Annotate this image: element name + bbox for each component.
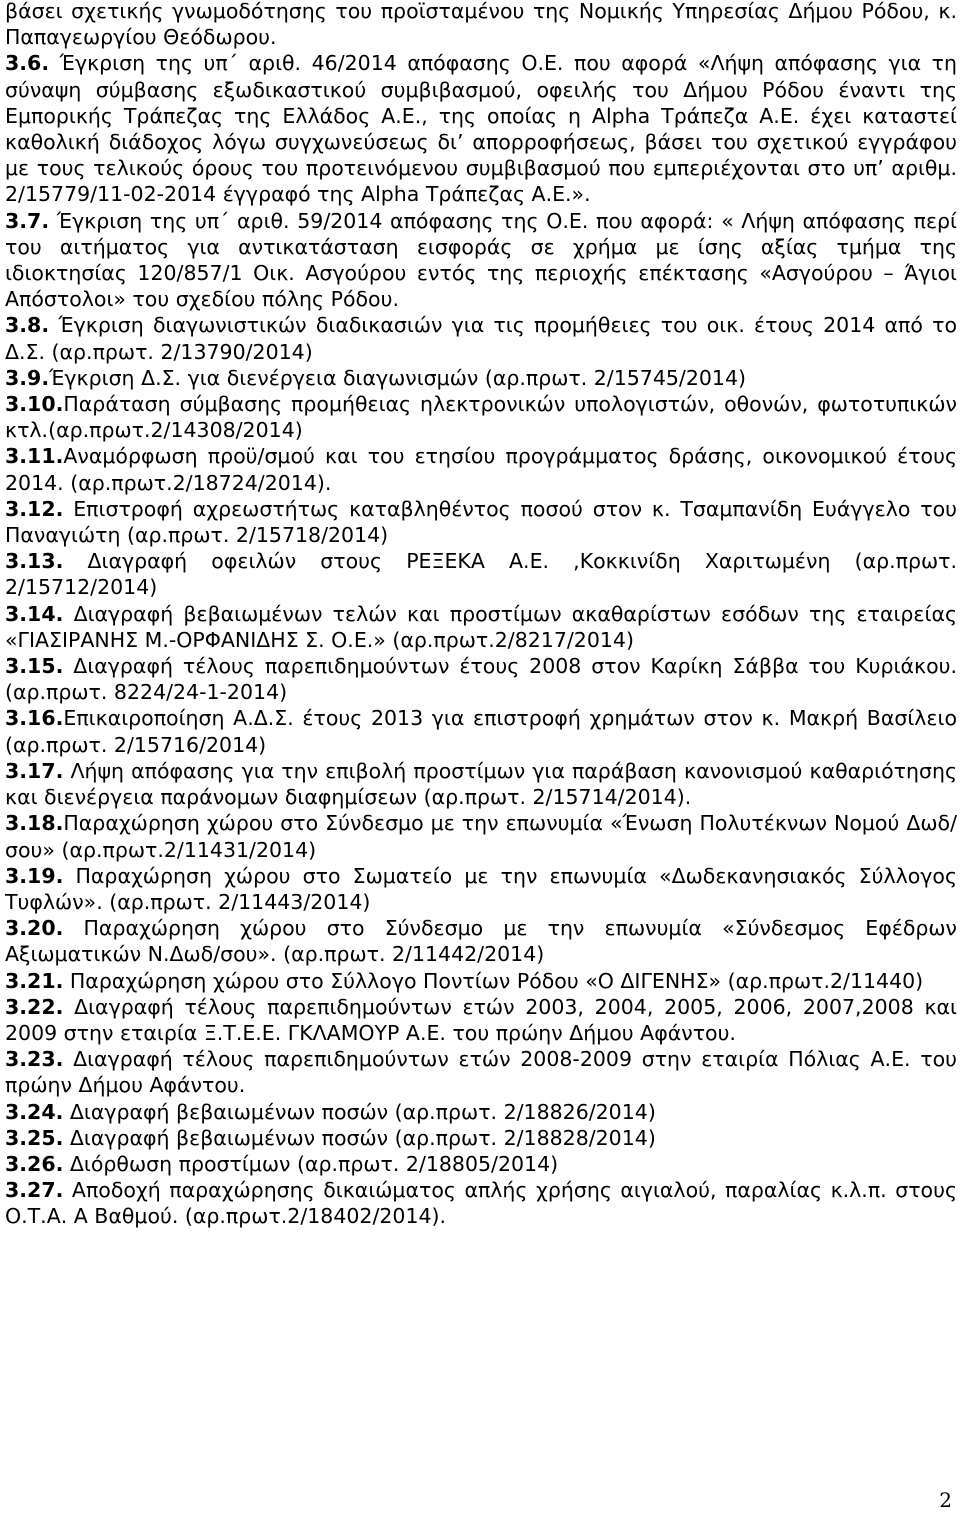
item-number: 3.22. — [5, 994, 64, 1019]
agenda-item — [5, 994, 957, 1046]
item-number: 3.10. — [5, 392, 64, 417]
item-text: Έγκριση διαγωνιστικών διαδικασιών για τις προμήθειες του οικ. έτους 2014 από το Δ.Σ. (αρ.πρωτ. 2/13790/2014) — [5, 313, 957, 364]
agenda-item — [5, 365, 957, 391]
item-number: 3.13. — [5, 549, 64, 574]
item-number: 3.8. — [5, 313, 50, 338]
item-text: Επικαιροποίηση Α.Δ.Σ. έτους 2013 για επιστροφή χρημάτων στον κ. Μακρή Βασίλειο (αρ.πρωτ. 2/15716/2014) — [5, 706, 957, 757]
item-number: 3.26. — [5, 1151, 64, 1176]
item-number: 3.14. — [5, 601, 64, 626]
agenda-item — [5, 1099, 957, 1125]
item-text: Διαγραφή οφειλών στους ΡΕΞΕΚΑ Α.Ε. ,Κοκκινίδη Χαριτωμένη (αρ.πρωτ. 2/15712/2014) — [5, 549, 957, 600]
item-number: 3.18. — [5, 811, 64, 836]
agenda-item — [5, 863, 957, 915]
item-number: 3.15. — [5, 654, 64, 679]
item-text: Έγκριση Δ.Σ. για διενέργεια διαγωνισμών (αρ.πρωτ. 2/15745/2014) — [49, 365, 746, 390]
item-number: 3.11. — [5, 444, 64, 469]
item-text: Έγκριση της υπ΄ αριθ. 46/2014 απόφασης Ο.Ε. που αφορά «Λήψη απόφασης για τη σύναψη σύμβασης εξωδικαστικού συμβιβασμού, οφειλής του Δήμου Ρόδου έναντι της Εμπορικής Τράπεζας της Ελλάδος Α.Ε., της οποίας η Alpha Τράπεζα Α.Ε. έχει καταστεί καθολική διάδοχος λόγω συγχωνεύσεως δι’ απορροφήσεως, βάσει του σχετικού εγγράφου με τους τελικούς όρους του προτεινόμενου συμβιβασμού που εμπεριέχονται στο υπ’ αριθμ. 2/15779/11-02-2014 έγγραφό της Alpha Τράπεζας Α.Ε.». — [5, 51, 957, 207]
item-number: 3.17. — [5, 758, 64, 783]
item-number: 3.27. — [5, 1178, 64, 1203]
item-text: Έγκριση της υπ΄ αριθ. 59/2014 απόφασης της Ο.Ε. που αφορά: « Λήψη απόφασης περί του αιτήματος για αντικατάσταση εισφοράς σε χρήμα με ίσης αξίας τμήμα της ιδιοκτησίας 120/857/1 Οικ. Ασγούρου εντός της περιοχής επέκτασης «Ασγούρου – Άγιοι Απόστολοι» του σχεδίου πόλης Ρόδου. — [5, 208, 957, 312]
page-number: 2 — [939, 1488, 952, 1512]
item-number: 3.12. — [5, 496, 64, 521]
agenda-item — [5, 810, 957, 862]
agenda-item — [5, 391, 957, 443]
agenda-item — [5, 548, 957, 600]
item-text: βάσει σχετικής γνωμοδότησης του προϊσταμένου της Νομικής Υπηρεσίας Δήμου Ρόδου, κ. Παπαγεωργίου Θεόδωρου. — [5, 0, 957, 50]
agenda-item — [5, 208, 957, 313]
item-number: 3.7. — [5, 208, 50, 233]
agenda-item — [5, 705, 957, 757]
item-number: 3.6. — [5, 51, 50, 76]
item-number: 3.23. — [5, 1047, 64, 1072]
item-text: Διαγραφή βεβαιωμένων ποσών (αρ.πρωτ. 2/18826/2014) — [63, 1099, 656, 1124]
item-text: Διαγραφή τέλους παρεπιδημούντων ετών 2008-2009 στην εταιρία Πόλιας Α.Ε. του πρώην Δήμου Αφάντου. — [5, 1047, 957, 1098]
agenda-item — [5, 496, 957, 548]
agenda-item — [5, 915, 957, 967]
agenda-item — [5, 1177, 957, 1229]
agenda-item — [5, 0, 957, 50]
agenda-item — [5, 601, 957, 653]
agenda-list — [5, 0, 957, 1230]
item-text: Παραχώρηση χώρου στο Σύνδεσμο με την επωνυμία «Σύνδεσμος Εφέδρων Αξιωματικών Ν.Δωδ/σου». (αρ.πρωτ. 2/11442/2014) — [5, 916, 957, 967]
item-number: 3.24. — [5, 1099, 64, 1124]
item-text: Επιστροφή αχρεωστήτως καταβληθέντος ποσού στον κ. Τσαμπανίδη Ευάγγελο του Παναγιώτη (αρ.πρωτ. 2/15718/2014) — [5, 496, 957, 548]
agenda-item — [5, 758, 957, 810]
item-text: Παραχώρηση χώρου στο Σύλλογο Ποντίων Ρόδου «Ο ΔΙΓΕΝΗΣ» (αρ.πρωτ.2/11440) — [63, 968, 924, 993]
item-number: 3.21. — [5, 968, 64, 993]
item-text: Παραχώρηση χώρου στο Σωματείο με την επωνυμία «Δωδεκανησιακός Σύλλογος Τυφλών». (αρ.πρωτ. 2/11443/2014) — [5, 863, 957, 914]
item-number: 3.19. — [5, 863, 64, 888]
item-text: Διαγραφή βεβαιωμένων τελών και προστίμων ακαθαρίστων εσόδων της εταιρείας «ΓΙΑΣΙΡΑΝΗΣ Μ.-ΟΡΦΑΝΙΔΗΣ Σ. Ο.Ε.» (αρ.πρωτ.2/8217/2014) — [5, 601, 957, 652]
item-text: Διόρθωση προστίμων (αρ.πρωτ. 2/18805/2014) — [63, 1151, 559, 1176]
item-number: 3.9. — [5, 365, 50, 390]
agenda-item — [5, 312, 957, 364]
item-text: Διαγραφή βεβαιωμένων ποσών (αρ.πρωτ. 2/18828/2014) — [63, 1125, 656, 1150]
item-text: Διαγραφή τέλους παρεπιδημούντων έτους 2008 στον Καρίκη Σάββα του Κυριάκου.(αρ.πρωτ. 8224/24-1-2014) — [5, 654, 957, 705]
item-text: Αναμόρφωση προϋ/σμού και του ετησίου προγράμματος δράσης, οικονομικού έτους 2014. (αρ.πρωτ.2/18724/2014). — [5, 444, 957, 495]
agenda-item — [5, 1151, 957, 1177]
item-text: Διαγραφή τέλους παρεπιδημούντων ετών 2003, 2004, 2005, 2006, 2007,2008 και 2009 στην εταιρία Ξ.Τ.Ε.Ε. ΓΚΛΑΜΟΥΡ Α.Ε. του πρώην Δήμου Αφάντου. — [5, 994, 957, 1045]
item-number: 3.20. — [5, 916, 64, 941]
item-text: Παράταση σύμβασης προμήθειας ηλεκτρονικών υπολογιστών, οθονών, φωτοτυπικών κτλ.(αρ.πρωτ.2/14308/2014) — [5, 392, 957, 443]
agenda-item — [5, 1125, 957, 1151]
agenda-item — [5, 1046, 957, 1098]
agenda-item — [5, 968, 957, 994]
item-text: Αποδοχή παραχώρησης δικαιώματος απλής χρήσης αιγιαλού, παραλίας κ.λ.π. στους Ο.Τ.Α. Α Βαθμού. (αρ.πρωτ.2/18402/2014). — [5, 1178, 957, 1229]
agenda-item — [5, 50, 957, 207]
item-number: 3.16. — [5, 706, 64, 731]
item-text: Λήψη απόφασης για την επιβολή προστίμων για παράβαση κανονισμού καθαριότησης και διενέργεια παράνομων διαφημίσεων (αρ.πρωτ. 2/15714/2014). — [5, 758, 957, 810]
agenda-item — [5, 653, 957, 705]
agenda-item — [5, 443, 957, 495]
item-text: Παραχώρηση χώρου στο Σύνδεσμο με την επωνυμία «Ένωση Πολυτέκνων Νομού Δωδ/σου» (αρ.πρωτ.2/11431/2014) — [5, 811, 957, 862]
item-number: 3.25. — [5, 1125, 64, 1150]
